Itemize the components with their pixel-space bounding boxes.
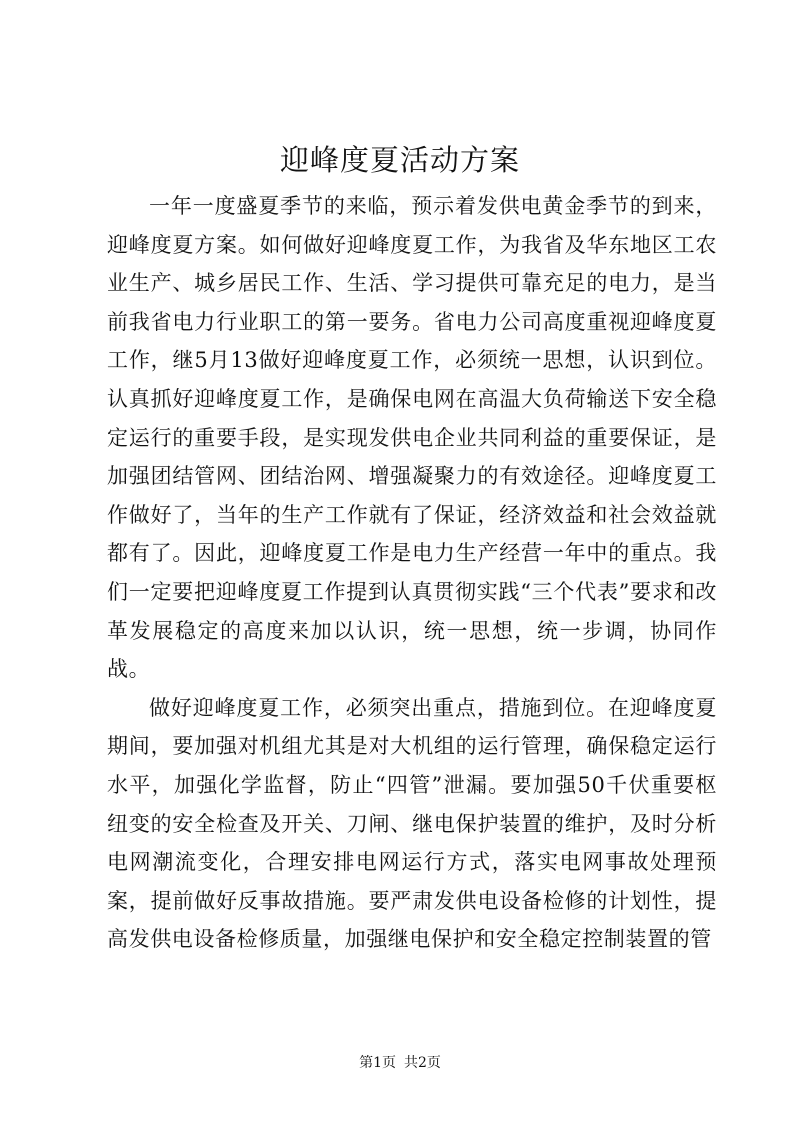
page-footer	[0, 1053, 800, 1073]
page-number: 第1页	[359, 1055, 396, 1071]
document-body	[107, 187, 717, 959]
paragraph-1: 一年一度盛夏季节的来临，预示着发供电黄金季节的到来，迎峰度夏方案。如何做好迎峰度夏工作，为我省及华东地区工农业生产、城乡居民工作、生活、学习提供可靠充足的电力，是当前我省电力行业职工的第一要务。省电力公司高度重视迎峰度夏工作，继5月13做好迎峰度夏工作，必须统一思想，认识到位。认真抓好迎峰度夏工作，是确保电网在高温大负荷输送下安全稳定运行的重要手段，是实现发供电企业共同利益的重要保证，是加强团结管网、团结治网、增强凝聚力的有效途径。迎峰度夏工作做好了，当年的生产工作就有了保证，经济效益和社会效益就都有了。因此，迎峰度夏工作是电力生产经营一年中的重点。我们一定要把迎峰度夏工作提到认真贯彻实践“三个代表”要求和改革发展稳定的高度来加以认识，统一思想，统一步调，协同作战。	[107, 194, 717, 682]
document-title: 迎峰度夏活动方案	[279, 143, 520, 177]
paragraph-2: 做好迎峰度夏工作，必须突出重点，措施到位。在迎峰度夏期间，要加强对机组尤其是对大机组的运行管理，确保稳定运行水平，加强化学监督，防止“四管”泄漏。要加强50千伏重要枢纽变的安全检查及开关、刀闸、继电保护装置的维护，及时分析电网潮流变化，合理安排电网运行方式，落实电网事故处理预案，提前做好反事故措施。要严肃发供电设备检修的计划性，提高发供电设备检修质量，加强继电保护和安全稳定控制装置的管	[107, 695, 717, 952]
page-total: 共2页	[404, 1055, 441, 1071]
